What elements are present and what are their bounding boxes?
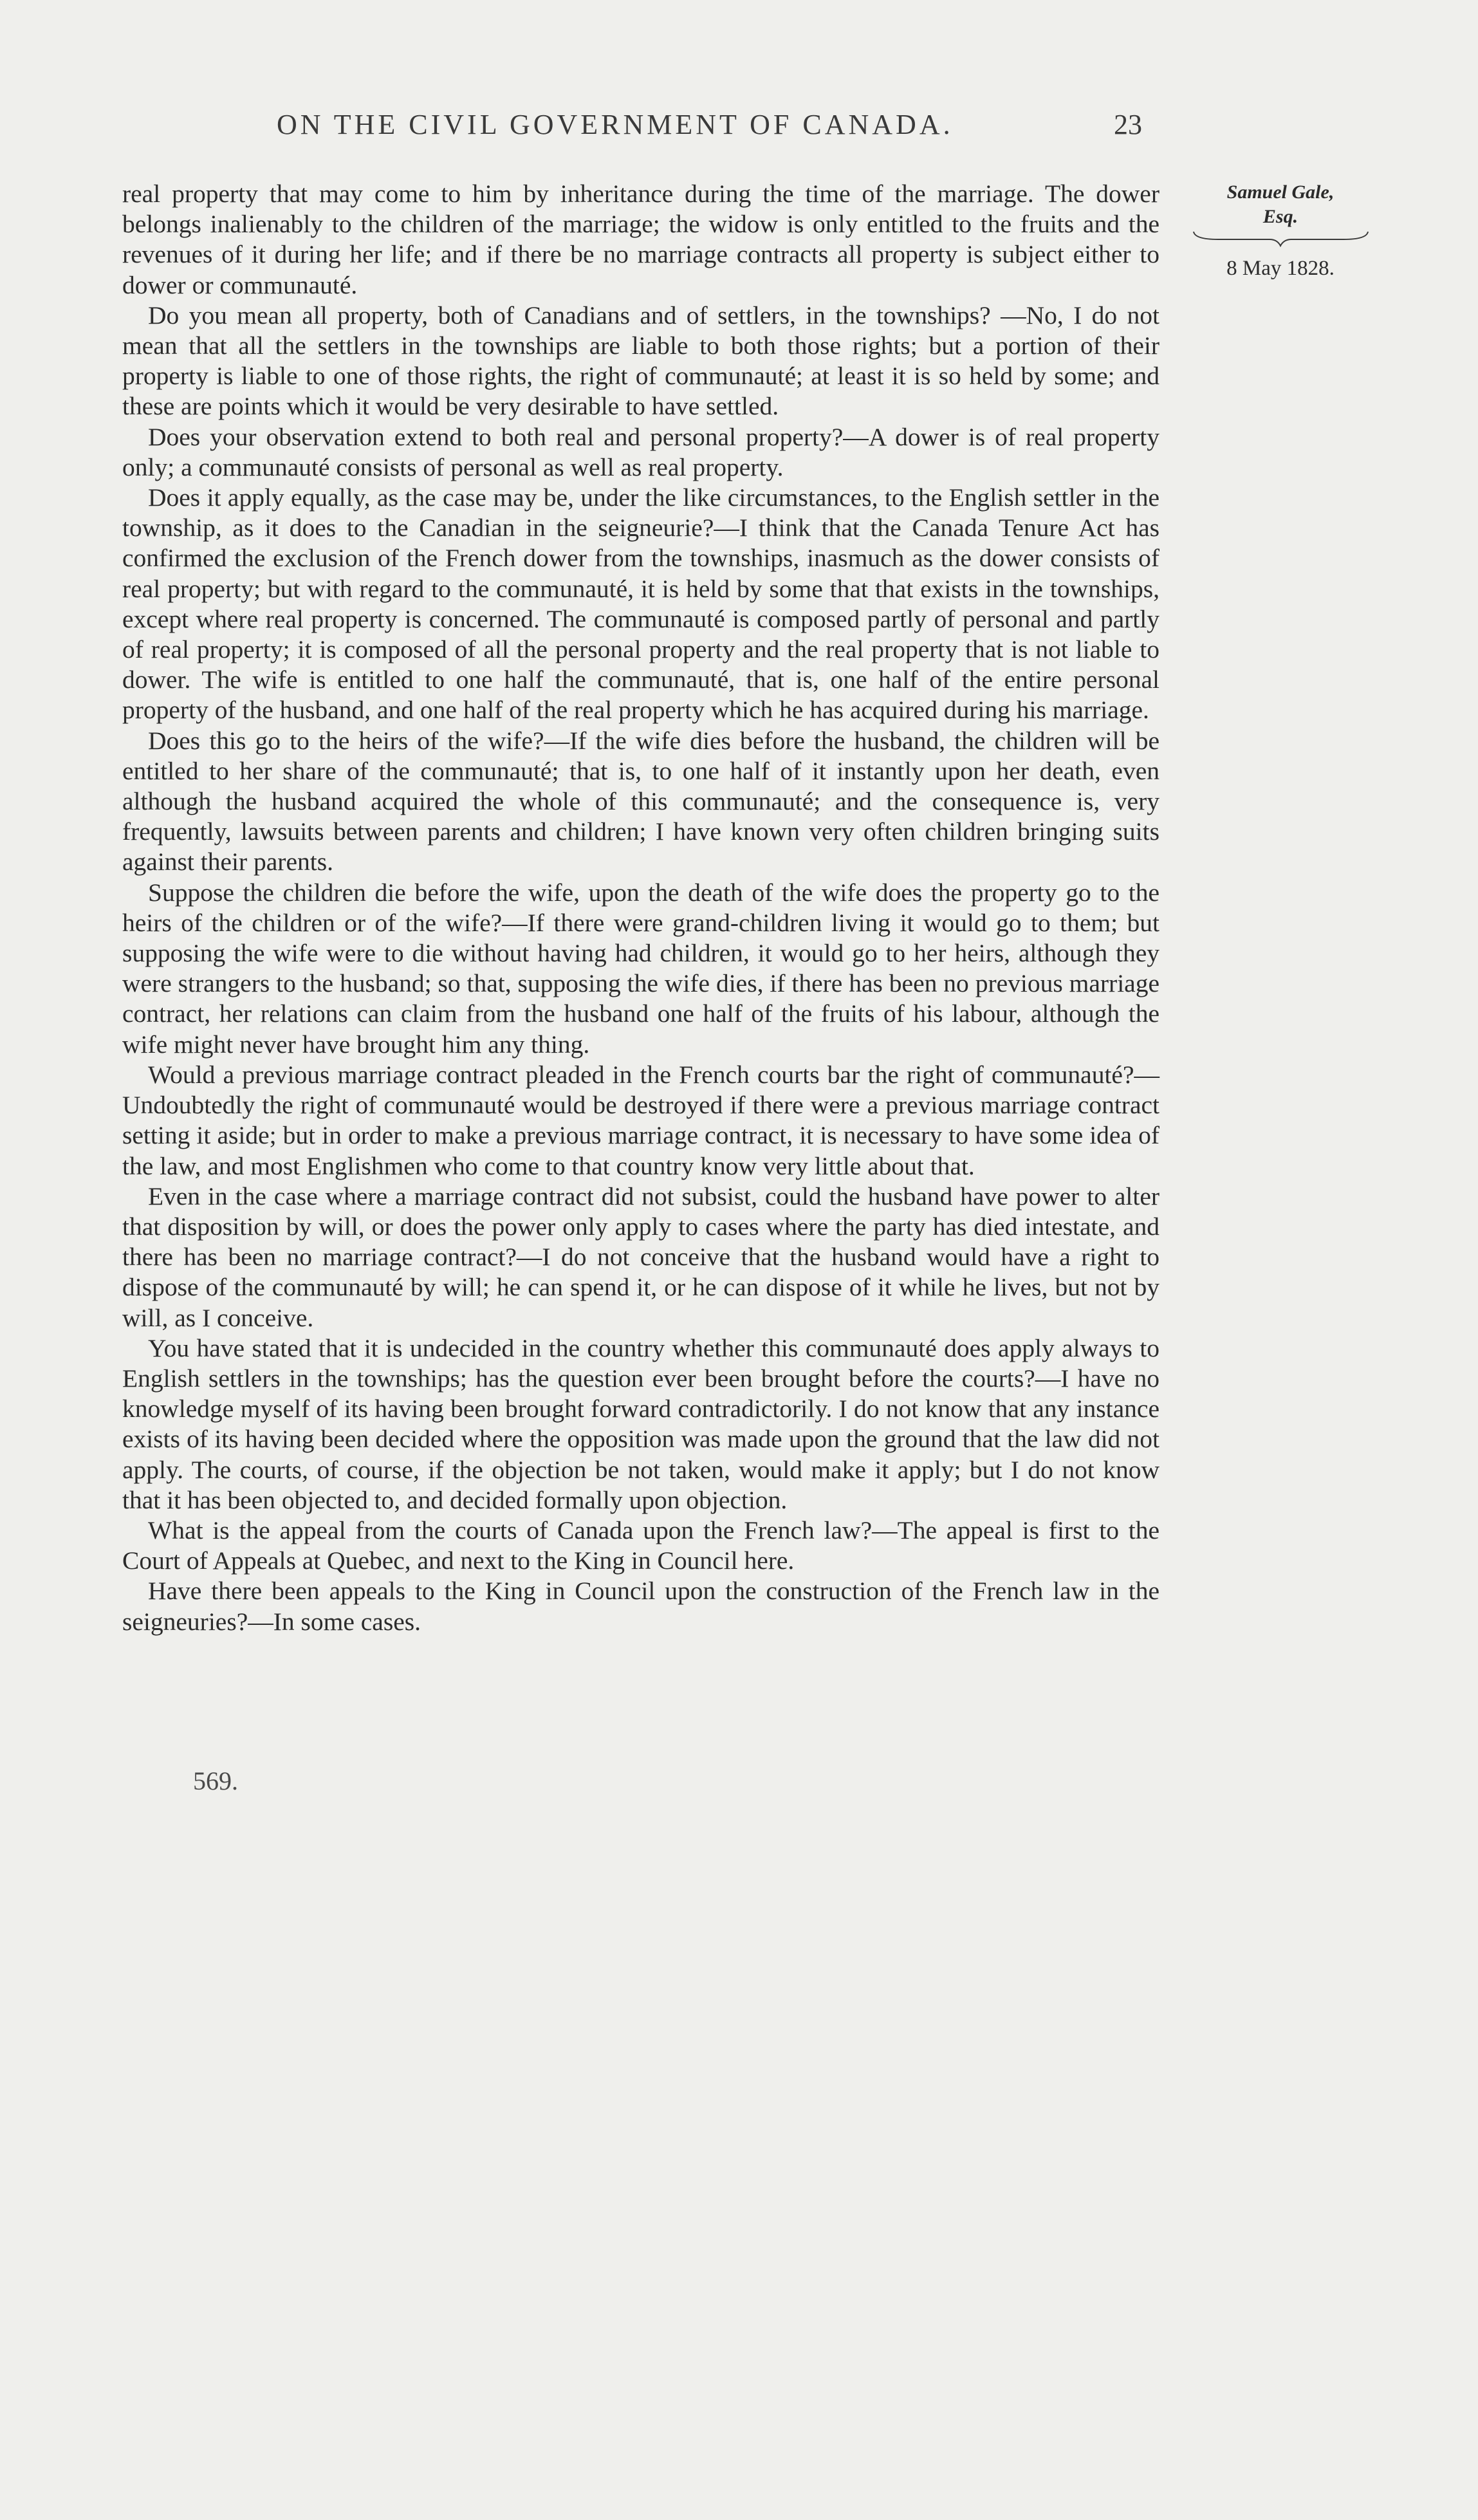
paragraph: Do you mean all property, both of Canadians and of settlers, in the townships? —No, I do not mean that all the settlers in the townships are liable to both those rights; but a portion of their property is liable to one of those rights, the right of communauté; at least it is so held by some; and these are points which it would be very desirable to have settled. xyxy=(122,301,1159,421)
witness-name: Samuel Gale, xyxy=(1226,181,1335,203)
paragraph: Does your observation extend to both real and personal property?—A dower is of real property only; a communauté consists of personal as well as real property. xyxy=(122,422,1159,481)
paragraph: You have stated that it is undecided in the country whether this communauté does apply always to English settlers in the townships; has the question ever been brought before the courts?—I have no knowledge myself of its having been brought forward contradictorily. I do not know that any instance exists of its having been decided where the opposition was made upon the ground that the law did not apply. The courts, of course, if the objection be not taken, would make it apply; but I do not know that it has been objected to, and decided formally upon objection. xyxy=(122,1333,1159,1514)
paragraph: Suppose the children die before the wife, upon the death of the wife does the property go to the heirs of the children or of the wife?—If there were grand-children living it would go to them; but supposing the wife were to die without having had children, it would go to her heirs, although they were strangers to the husband; so that, supposing the wife dies, if there has been no previous marriage contract, her relations can claim from the husband one half of the fruits of his labour, although the wife might never have brought him any thing. xyxy=(122,878,1159,1059)
paragraph: Would a previous marriage contract pleaded in the French courts bar the right of communauté?—Undoubtedly the right of communauté would be destroyed if there were a previous marriage contract setting it aside; but in order to make a previous marriage contract, it is necessary to have some idea of the law, and most Englishmen who come to that country know very little about that. xyxy=(122,1060,1159,1180)
paragraph: Have there been appeals to the King in Council upon the construction of the French law in the seigneuries?—In some cases. xyxy=(122,1577,1159,1636)
body-text xyxy=(122,179,1159,1637)
witness-suffix: Esq. xyxy=(1262,206,1298,227)
page-number: 23 xyxy=(1114,109,1142,140)
paragraph: Does this go to the heirs of the wife?—If the wife dies before the husband, the children will be entitled to her share of the communauté; that is, to one half of it instantly upon her death, even although the husband acquired the whole of this communauté; and the consequence is, very frequently, lawsuits between parents and children; I have known very often children bringing suits against their parents. xyxy=(122,726,1159,876)
brace-divider xyxy=(1192,230,1369,247)
page-header xyxy=(116,108,1158,166)
paragraph: Does it apply equally, as the case may be, under the like circumstances, to the English settler in the township, as it does to the Canadian in the seigneurie?—I think that the Canada Tenure Act has confirmed the exclusion of the French dower from the townships, inasmuch as the dower consists of real property; but with regard to the communauté, it is held by some that that exists in the townships, except where real property is concerned. The communauté is composed partly of personal and partly of real property; it is composed of all the personal property and the real property that is not liable to dower. The wife is entitled to one half the communauté, that is, one half of the entire personal property of the husband, and one half of the real property which he has acquired during his marriage. xyxy=(122,483,1159,725)
witness-date: 8 May 1828. xyxy=(1226,257,1335,280)
paragraph: What is the appeal from the courts of Canada upon the French law?—The appeal is first to the Court of Appeals at Quebec, and next to the King in Council here. xyxy=(122,1515,1159,1575)
folio-number: 569. xyxy=(193,1766,238,1795)
running-title: ON THE CIVIL GOVERNMENT OF CANADA. xyxy=(277,109,954,140)
paragraph: real property that may come to him by inheritance during the time of the marriage. The dower belongs inalienably to the children of the marriage; the widow is only entitled to the fruits and the revenues of it during her life; and if there be no marriage contracts all property is subject either to dower or communauté. xyxy=(122,180,1159,299)
margin-note xyxy=(1184,180,1377,281)
paragraph: Even in the case where a marriage contract did not subsist, could the husband have power to alter that disposition by will, or does the power only apply to cases where the party has died intestate, and there has been no marriage contract?—I do not conceive that the husband would have a right to dispose of the communauté by will; he can spend it, or he can dispose of it while he lives, but not by will, as I conceive. xyxy=(122,1181,1159,1332)
